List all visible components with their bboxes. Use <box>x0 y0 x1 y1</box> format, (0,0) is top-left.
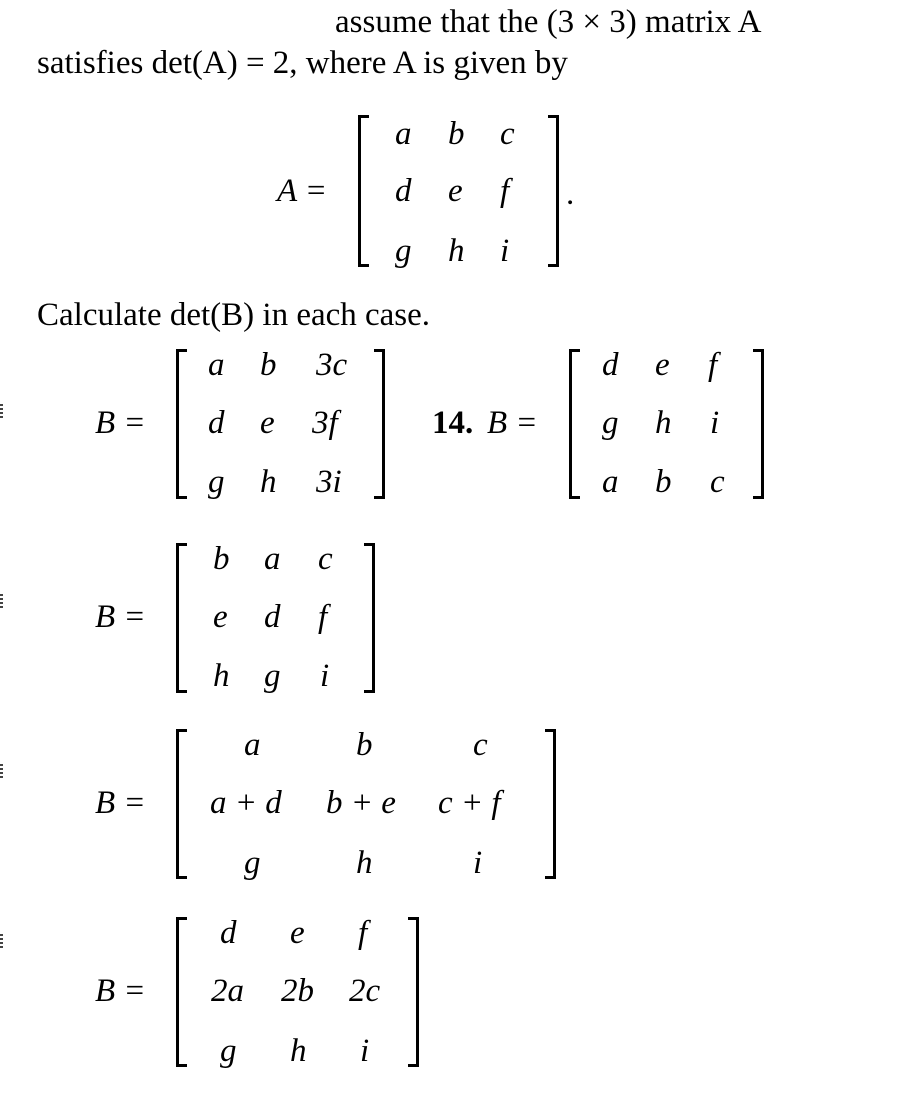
intro-line-2: satisfies det(A) = 2, where A is given by <box>37 45 568 81</box>
matrix-cell: 3i <box>316 464 342 500</box>
matrix-right-bracket <box>545 729 556 879</box>
matrix-right-bracket <box>753 349 764 499</box>
matrix-cell: 3f <box>312 405 338 441</box>
matrix-cell: c <box>500 116 515 152</box>
problem-number: 14. <box>432 405 474 441</box>
matrix-cell: e <box>448 173 463 209</box>
margin-mark <box>0 934 3 948</box>
matrix-cell: d <box>208 405 225 441</box>
matrix-cell: d <box>220 915 237 951</box>
matrix-b-label: B = <box>95 973 146 1009</box>
matrix-cell: h <box>448 233 465 269</box>
matrix-cell: a <box>264 541 281 577</box>
matrix-cell: b <box>448 116 465 152</box>
matrix-cell: a + d <box>210 785 282 821</box>
matrix-cell: b <box>356 727 373 763</box>
matrix-cell: i <box>710 405 720 441</box>
matrix-left-bracket <box>176 543 187 693</box>
matrix-right-bracket <box>408 917 419 1067</box>
matrix-cell: 2c <box>349 973 381 1009</box>
matrix-cell: f <box>708 347 718 383</box>
matrix-cell: i <box>320 658 330 694</box>
matrix-cell: i <box>473 845 483 881</box>
matrix-left-bracket <box>569 349 580 499</box>
matrix-cell: g <box>602 405 619 441</box>
matrix-cell: g <box>208 464 225 500</box>
matrix-cell: f <box>500 173 510 209</box>
matrix-cell: f <box>318 599 328 635</box>
matrix-cell: e <box>260 405 275 441</box>
matrix-cell: e <box>290 915 305 951</box>
matrix-cell: d <box>264 599 281 635</box>
intro-line-1: assume that the (3 × 3) matrix A <box>335 4 762 40</box>
margin-mark <box>0 764 3 778</box>
matrix-cell: g <box>244 845 261 881</box>
matrix-a-label: A = <box>277 173 328 209</box>
matrix-cell: h <box>655 405 672 441</box>
matrix-cell: c <box>318 541 333 577</box>
matrix-cell: g <box>395 233 412 269</box>
matrix-right-bracket <box>364 543 375 693</box>
matrix-cell: a <box>244 727 261 763</box>
matrix-left-bracket <box>176 349 187 499</box>
matrix-cell: c <box>710 464 725 500</box>
matrix-cell: b <box>213 541 230 577</box>
matrix-left-bracket <box>176 729 187 879</box>
matrix-cell: 2b <box>281 973 314 1009</box>
matrix-a-right-bracket <box>548 115 559 267</box>
matrix-cell: d <box>602 347 619 383</box>
matrix-cell: b + e <box>326 785 396 821</box>
matrix-cell: a <box>602 464 619 500</box>
matrix-cell: e <box>213 599 228 635</box>
matrix-cell: i <box>360 1033 370 1069</box>
matrix-cell: b <box>260 347 277 383</box>
matrix-cell: a <box>208 347 225 383</box>
matrix-cell: c + f <box>438 785 501 821</box>
matrix-cell: f <box>358 915 368 951</box>
matrix-cell: g <box>220 1033 237 1069</box>
matrix-cell: b <box>655 464 672 500</box>
matrix-left-bracket <box>176 917 187 1067</box>
matrix-cell: i <box>500 233 510 269</box>
matrix-a-left-bracket <box>358 115 369 267</box>
matrix-cell: 2a <box>211 973 244 1009</box>
matrix-a-period: . <box>566 176 575 212</box>
matrix-cell: c <box>473 727 488 763</box>
matrix-b-label: B = <box>95 405 146 441</box>
matrix-cell: h <box>356 845 373 881</box>
matrix-b-label: B = <box>487 405 538 441</box>
matrix-cell: e <box>655 347 670 383</box>
matrix-cell: h <box>290 1033 307 1069</box>
matrix-cell: a <box>395 116 412 152</box>
matrix-b-label: B = <box>95 785 146 821</box>
matrix-b-label: B = <box>95 599 146 635</box>
matrix-cell: g <box>264 658 281 694</box>
instruction: Calculate det(B) in each case. <box>37 297 431 333</box>
margin-mark <box>0 594 3 608</box>
margin-mark <box>0 404 3 418</box>
matrix-right-bracket <box>374 349 385 499</box>
matrix-cell: 3c <box>316 347 348 383</box>
matrix-cell: h <box>260 464 277 500</box>
matrix-cell: h <box>213 658 230 694</box>
matrix-cell: d <box>395 173 412 209</box>
